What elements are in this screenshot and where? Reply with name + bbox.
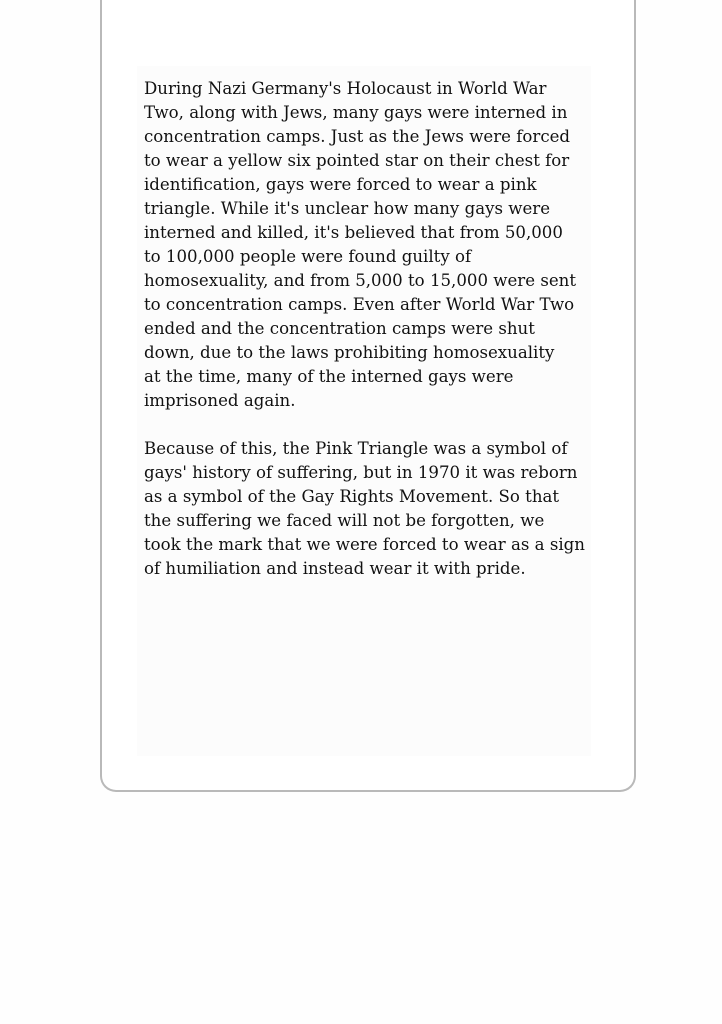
paragraph-holocaust: During Nazi Germany's Holocaust in World War Two, along with Jews, many gays were interned in concentration camps. Just as the Jews were forced to wear a yellow six pointed star on their chest for identification, gays were forced to wear a pink triangle. While it's unclear how many gays were interned and killed, it's believed that from 50,000 to 100,000 people were found guilty of homosexuality, and from 5,000 to 15,000 were sent to concentration camps. Even after World War Two ended and the concentration camps were shut down, due to the laws prohibiting homosexuality at the time, many of the interned gays were imprisoned again. bbox=[144, 79, 577, 410]
paragraph-pink-triangle: Because of this, the Pink Triangle was a symbol of gays' history of suffering, but in 1970 it was reborn as a symbol of the Gay Rights Movement. So that the suffering we faced will not be forgotten, we took the mark that we were forced to wear as a sign of humiliation and instead wear it with pride. bbox=[144, 439, 585, 578]
body-text bbox=[144, 77, 592, 581]
